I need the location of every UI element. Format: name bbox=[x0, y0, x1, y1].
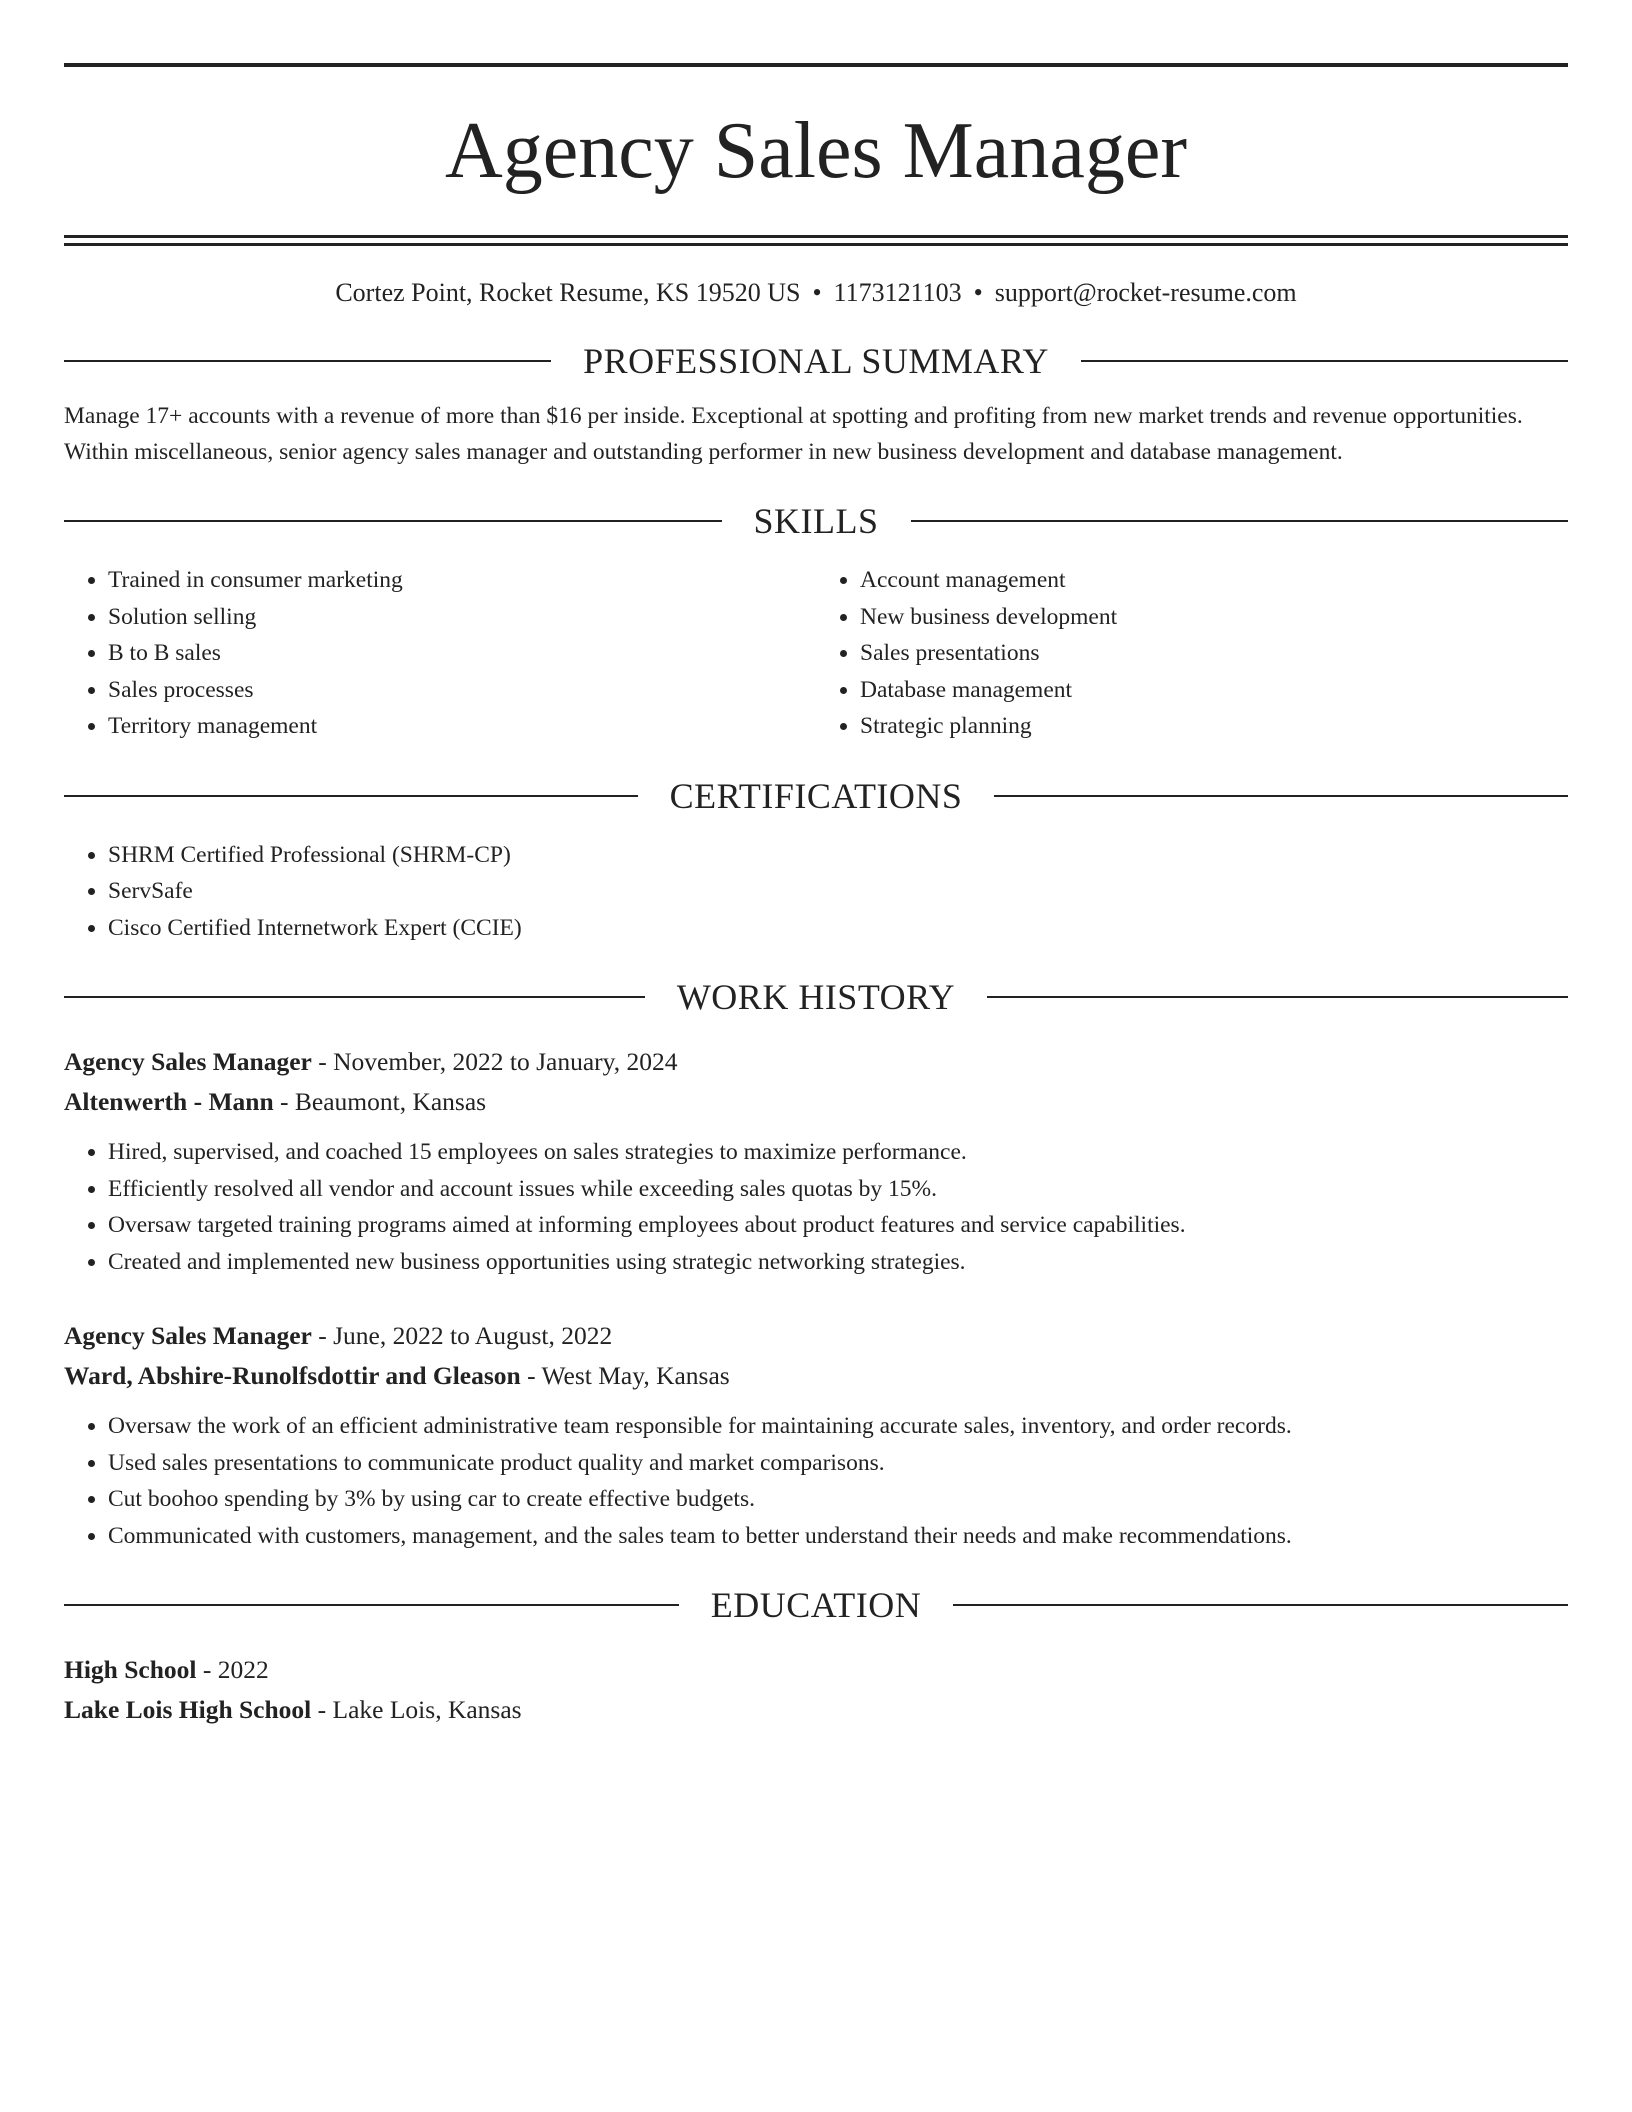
skill-item: • Account management bbox=[860, 562, 1568, 599]
contact-address: Cortez Point, Rocket Resume, KS 19520 US bbox=[335, 278, 801, 307]
section-rule-right bbox=[911, 520, 1569, 522]
job-bullet: • Efficiently resolved all vendor and account issues while exceeding sales quotas by 15%. bbox=[108, 1171, 1568, 1208]
section-header-work-history bbox=[64, 974, 1568, 1020]
contact-email[interactable]: support@rocket-resume.com bbox=[994, 278, 1297, 307]
section-rule-left bbox=[64, 520, 722, 522]
job-entry bbox=[64, 1316, 1568, 1554]
job-bullet: • Oversaw the work of an efficient administrative team responsible for maintaining accurate sales, inventory, and order records. bbox=[108, 1408, 1568, 1445]
education-year: - 2022 bbox=[196, 1655, 269, 1684]
job-role: Agency Sales Manager bbox=[64, 1321, 312, 1350]
top-rule bbox=[64, 63, 1568, 67]
section-title-education: EDUCATION bbox=[710, 1585, 922, 1625]
job-company-line bbox=[64, 1082, 1568, 1122]
title-double-rule bbox=[64, 235, 1568, 246]
section-rule-left bbox=[64, 1604, 679, 1606]
education-degree: High School bbox=[64, 1655, 197, 1684]
section-header-summary bbox=[64, 338, 1568, 384]
section-rule-right bbox=[1081, 360, 1568, 362]
job-dates: - November, 2022 to January, 2024 bbox=[311, 1047, 678, 1076]
skill-item: • Database management bbox=[860, 672, 1568, 709]
skills-list-left bbox=[64, 562, 816, 745]
skill-item: • Trained in consumer marketing bbox=[108, 562, 816, 599]
job-bullet: • Created and implemented new business opportunities using strategic networking strategies. bbox=[108, 1244, 1568, 1281]
skill-item: • Solution selling bbox=[108, 599, 816, 636]
section-title-certifications: CERTIFICATIONS bbox=[669, 775, 963, 816]
section-header-education bbox=[64, 1582, 1568, 1628]
certifications-list bbox=[64, 837, 1568, 947]
job-role-line bbox=[64, 1316, 1568, 1356]
resume-title: Agency Sales Manager bbox=[445, 107, 1187, 195]
contact-phone[interactable]: 1173121103 bbox=[833, 278, 962, 307]
section-title-skills: SKILLS bbox=[753, 501, 879, 541]
job-bullet: • Used sales presentations to communicate product quality and market comparisons. bbox=[108, 1445, 1568, 1482]
section-header-certifications bbox=[64, 773, 1568, 819]
skills-column-right bbox=[816, 562, 1568, 745]
job-dates: - June, 2022 to August, 2022 bbox=[311, 1321, 613, 1350]
education-school: Lake Lois High School bbox=[64, 1695, 312, 1724]
section-rule-right bbox=[953, 1604, 1568, 1606]
education-entry bbox=[64, 1650, 1568, 1730]
skill-item: • B to B sales bbox=[108, 635, 816, 672]
section-rule-left bbox=[64, 996, 645, 998]
job-bullet: • Hired, supervised, and coached 15 employees on sales strategies to maximize performance. bbox=[108, 1134, 1568, 1171]
job-company-line bbox=[64, 1356, 1568, 1396]
section-title-work-history: WORK HISTORY bbox=[676, 977, 956, 1017]
job-role: Agency Sales Manager bbox=[64, 1047, 312, 1076]
certification-item: • Cisco Certified Internetwork Expert (CCIE) bbox=[108, 910, 1568, 947]
certifications-block bbox=[64, 837, 1568, 947]
job-company: Ward, Abshire-Runolfsdottir and Gleason bbox=[64, 1361, 521, 1390]
section-header-skills bbox=[64, 498, 1568, 544]
job-company: Altenwerth - Mann bbox=[64, 1087, 274, 1116]
education-school-line bbox=[64, 1690, 1568, 1730]
job-bullets bbox=[64, 1134, 1568, 1280]
skill-item: • Sales presentations bbox=[860, 635, 1568, 672]
certification-item: • SHRM Certified Professional (SHRM-CP) bbox=[108, 837, 1568, 874]
skill-item: • New business development bbox=[860, 599, 1568, 636]
contact-separator: • bbox=[973, 278, 983, 307]
job-location: - Beaumont, Kansas bbox=[273, 1087, 487, 1116]
skill-item: • Territory management bbox=[108, 708, 816, 745]
skills-columns bbox=[64, 562, 1568, 745]
summary-text: Manage 17+ accounts with a revenue of more than $16 per inside. Exceptional at spotting and profiting from new market trends and revenue opportunities. Within miscellaneous, senior agency sales manager and outstanding performer in new business development and database management. bbox=[64, 403, 1523, 465]
section-rule-right bbox=[994, 795, 1568, 797]
job-location: - West May, Kansas bbox=[520, 1361, 730, 1390]
contact-separator: • bbox=[812, 278, 822, 307]
education-degree-line bbox=[64, 1650, 1568, 1690]
contact-line bbox=[64, 276, 1568, 310]
section-title-summary: PROFESSIONAL SUMMARY bbox=[583, 341, 1049, 381]
section-rule-right bbox=[987, 996, 1568, 998]
skills-column-left bbox=[64, 562, 816, 745]
job-bullet: • Cut boohoo spending by 3% by using car to create effective budgets. bbox=[108, 1481, 1568, 1518]
job-bullet: • Oversaw targeted training programs aimed at informing employees about product features and service capabilities. bbox=[108, 1207, 1568, 1244]
job-bullet: • Communicated with customers, management, and the sales team to better understand their needs and make recommendations. bbox=[108, 1518, 1568, 1555]
job-entry bbox=[64, 1042, 1568, 1280]
skills-list-right bbox=[816, 562, 1568, 745]
skill-item: • Sales processes bbox=[108, 672, 816, 709]
section-rule-left bbox=[64, 360, 551, 362]
section-rule-left bbox=[64, 795, 638, 797]
skill-item: • Strategic planning bbox=[860, 708, 1568, 745]
job-bullets bbox=[64, 1408, 1568, 1554]
job-role-line bbox=[64, 1042, 1568, 1082]
education-location: - Lake Lois, Kansas bbox=[311, 1695, 522, 1724]
certification-item: • ServSafe bbox=[108, 873, 1568, 910]
